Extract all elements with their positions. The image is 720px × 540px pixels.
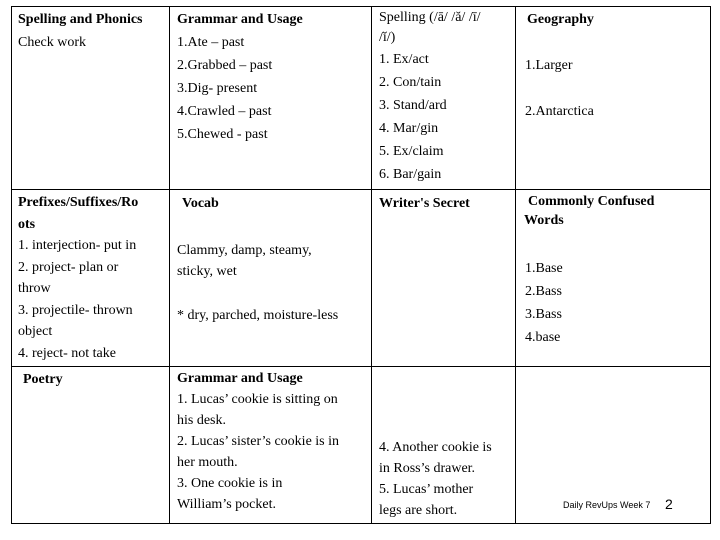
list-item: 2. Con/tain xyxy=(379,75,442,90)
list-item: 3. projectile- thrown xyxy=(18,302,133,318)
cell-title: Grammar and Usage xyxy=(177,371,303,386)
list-item: 3.Bass xyxy=(525,307,562,322)
cell-title: Spelling (/ā/ /ă/ /ī/ xyxy=(379,10,481,25)
cell-title: Geography xyxy=(527,12,594,27)
list-item: 5.Chewed - past xyxy=(177,127,268,142)
cell-text: 5. Lucas’ mother xyxy=(379,482,474,497)
cell-vocab-title xyxy=(182,192,219,215)
geography-answer xyxy=(525,54,573,77)
list-item: 4. Mar/gin xyxy=(379,121,439,136)
table-border-right xyxy=(710,6,711,524)
cell-title: Vocab xyxy=(182,196,219,211)
list-item: 2.Bass xyxy=(525,284,562,299)
confused-words-list xyxy=(525,257,705,349)
page-number: 2 xyxy=(665,496,673,512)
cell-title: Words xyxy=(524,213,564,228)
column-divider-2 xyxy=(371,6,372,524)
list-item: 2.Grabbed – past xyxy=(177,58,273,73)
cell-title: ots xyxy=(18,216,36,232)
cell-text: 4. Another cookie is xyxy=(379,440,492,455)
cell-title: Prefixes/Suffixes/Ro xyxy=(18,195,139,210)
cell-geography xyxy=(527,8,707,31)
list-item: 1. Ex/act xyxy=(379,52,429,67)
cell-poetry xyxy=(23,368,63,391)
list-item: throw xyxy=(18,281,51,296)
list-item: 1.Ate – past xyxy=(177,35,245,50)
row-divider-1 xyxy=(11,189,711,190)
list-item: object xyxy=(18,324,53,339)
cell-text: 2. Lucas’ sister’s cookie is in xyxy=(177,434,340,449)
list-item: 1.Larger xyxy=(525,58,573,73)
table-border-top xyxy=(11,6,711,7)
list-item: 2.Antarctica xyxy=(525,104,594,119)
list-item: 1. interjection- put in xyxy=(18,238,137,253)
column-divider-3 xyxy=(515,6,516,524)
cell-writers-secret xyxy=(379,192,513,215)
footer-label: Daily RevUps Week 7 xyxy=(563,500,651,510)
cell-text: William’s pocket. xyxy=(177,497,276,512)
cell-grammar-continued xyxy=(379,437,513,521)
cell-spelling-vowels xyxy=(379,8,513,186)
cell-text: 3. One cookie is in xyxy=(177,476,283,491)
cell-title: Poetry xyxy=(23,372,63,387)
list-item: 6. Bar/gain xyxy=(379,167,442,182)
vocab-note xyxy=(177,304,367,327)
cell-text: legs are short. xyxy=(379,503,458,518)
list-item: 2. project- plan or xyxy=(18,259,119,275)
column-divider-1 xyxy=(169,6,170,524)
cell-grammar-usage-2 xyxy=(177,368,369,515)
list-item: 5. Ex/claim xyxy=(379,144,444,159)
cell-text: * dry, parched, moisture-less xyxy=(177,308,339,323)
cell-vocab xyxy=(177,240,367,282)
cell-prefixes-suffixes xyxy=(18,192,168,364)
cell-text: sticky, wet xyxy=(177,264,237,279)
cell-title: Grammar and Usage xyxy=(177,12,303,27)
cell-text: in Ross’s drawer. xyxy=(379,461,476,476)
list-item: 3.Dig- present xyxy=(177,81,258,96)
table-border-left xyxy=(11,6,12,524)
list-item: 3. Stand/ard xyxy=(379,98,447,113)
cell-commonly-confused xyxy=(524,192,708,230)
cell-title: Commonly Confused xyxy=(528,194,655,209)
cell-spelling-phonics xyxy=(18,8,166,54)
list-item: 4.base xyxy=(525,330,561,345)
geography-answer xyxy=(525,100,594,123)
list-item: 4.Crawled – past xyxy=(177,104,272,119)
list-item: 1.Base xyxy=(525,261,563,276)
cell-text: her mouth. xyxy=(177,455,238,470)
cell-text: his desk. xyxy=(177,413,226,428)
cell-text: 1. Lucas’ cookie is sitting on xyxy=(177,392,338,407)
row-divider-2 xyxy=(11,366,711,367)
cell-text: Clammy, damp, steamy, xyxy=(177,243,312,258)
cell-grammar-usage-1 xyxy=(177,8,367,146)
cell-title: /ĭ/) xyxy=(379,30,396,45)
cell-title: Spelling and Phonics xyxy=(18,12,143,27)
table-border-bottom xyxy=(11,523,711,524)
list-item: 4. reject- not take xyxy=(18,345,116,361)
cell-title: Writer's Secret xyxy=(379,196,470,211)
cell-text: Check work xyxy=(18,35,87,50)
